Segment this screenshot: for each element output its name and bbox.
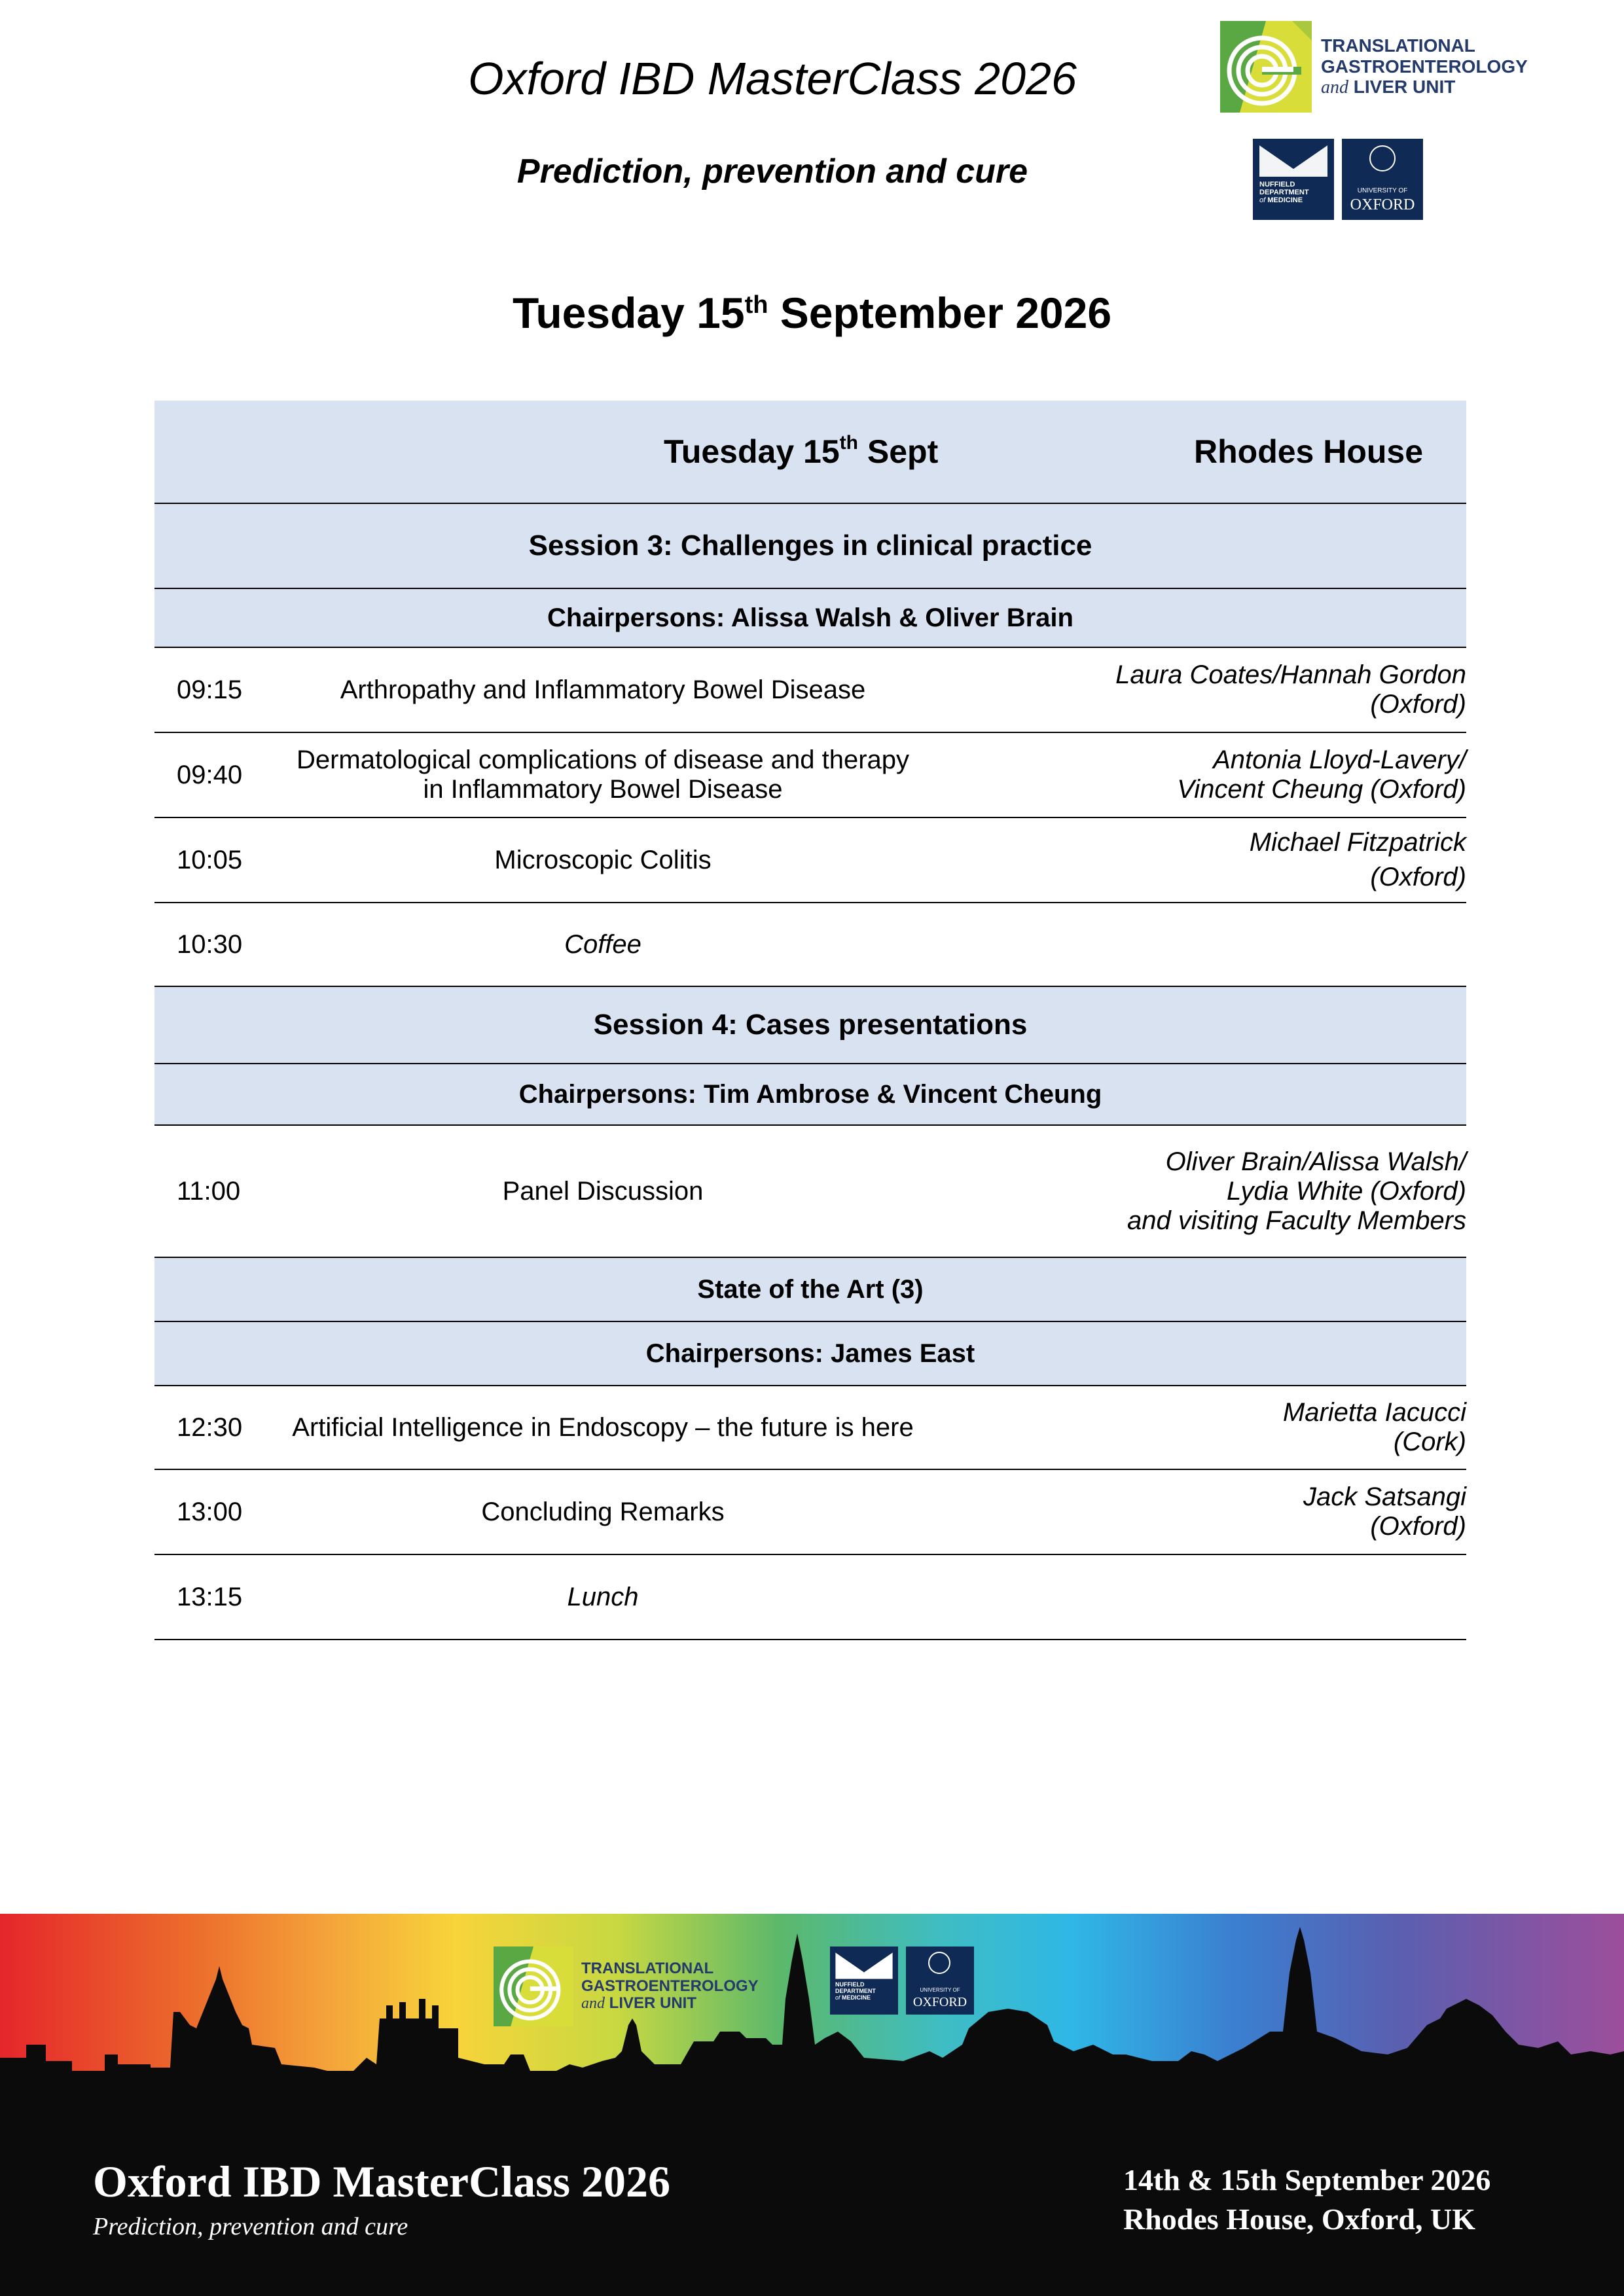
- sota-title: State of the Art (3): [697, 1274, 924, 1304]
- row-title-line1: Concluding Remarks: [481, 1497, 725, 1526]
- ndm-of: of: [1259, 196, 1266, 205]
- row-time: 10:30: [177, 929, 243, 959]
- row-speaker-line1: Michael Fitzpatrick: [1249, 828, 1466, 857]
- ndm-line3-text: MEDICINE: [1267, 196, 1303, 205]
- row-time: 13:15: [177, 1582, 243, 1611]
- session-4-chairs: Chairpersons: Tim Ambrose & Vincent Cheung: [518, 1079, 1102, 1109]
- row-title-line1: Artificial Intelligence in Endoscopy – the future is here: [292, 1412, 914, 1442]
- row-speaker-line2: (Oxford): [1370, 863, 1466, 891]
- row-speaker-line2: Lydia White (Oxford): [1226, 1176, 1466, 1206]
- ndm-logo: [1253, 139, 1334, 220]
- row-time: 10:05: [177, 845, 243, 874]
- table-row: [154, 648, 1466, 733]
- event-title: Oxford IBD MasterClass 2026: [468, 53, 1077, 104]
- row-time: 13:00: [177, 1497, 243, 1526]
- row-speaker: [995, 1386, 1466, 1469]
- tgu-line3: [1321, 77, 1528, 98]
- row-speaker-line1: Antonia Lloyd-Lavery/: [1213, 745, 1466, 774]
- footer-tgu-logo-graphic: [494, 1946, 573, 2026]
- ndm-text: [1259, 181, 1309, 204]
- row-time: 09:15: [177, 675, 243, 704]
- ndm-line2: DEPARTMENT: [1259, 188, 1309, 197]
- footer-oxford-logo: [906, 1946, 974, 2015]
- table-row: [154, 1126, 1466, 1258]
- table-row: [154, 733, 1466, 818]
- footer-tgu-line3: [581, 1995, 759, 2013]
- session-3-chairs: Chairpersons: Alissa Walsh & Oliver Brain: [547, 603, 1074, 632]
- row-speaker-line1: Laura Coates/Hannah Gordon: [1115, 660, 1466, 689]
- table-header-day-main: Tuesday 15: [664, 433, 840, 470]
- row-speaker-line2: (Oxford): [1370, 1512, 1466, 1541]
- footer-ndm-line2: DEPARTMENT: [835, 1987, 876, 1994]
- session-4-heading-row: [154, 987, 1466, 1064]
- tgu-line2: GASTROENTEROLOGY: [1321, 56, 1528, 77]
- footer-subtitle: Prediction, prevention and cure: [93, 2213, 408, 2240]
- session-3-chairs-row: [154, 589, 1466, 648]
- sota-chairs: Chairpersons: James East: [645, 1338, 975, 1368]
- programme-table: [154, 401, 1466, 1640]
- table-row: [154, 1555, 1466, 1640]
- day-heading-sup: th: [744, 291, 768, 319]
- table-header-venue: Rhodes House: [1194, 433, 1424, 470]
- row-speaker: [995, 733, 1466, 817]
- footer-ndm-line1: NUFFIELD: [835, 1981, 865, 1988]
- footer-tgu-line1: TRANSLATIONAL: [581, 1959, 714, 1977]
- footer-ndm-logo: [830, 1946, 898, 2015]
- footer-tgu-line2: GASTROENTEROLOGY: [581, 1977, 759, 1995]
- row-title-line1: Coffee: [564, 929, 641, 959]
- footer-tgu-and: and: [581, 1995, 605, 2013]
- tgu-logo: [1220, 21, 1528, 113]
- day-heading: [0, 288, 1624, 338]
- tgu-line1: TRANSLATIONAL: [1321, 35, 1475, 56]
- footer-ndm-line3: [835, 1995, 876, 2001]
- tgu-logo-mark: [1220, 21, 1312, 113]
- event-subtitle: Prediction, prevention and cure: [516, 152, 1028, 190]
- sota-chairs-row: [154, 1322, 1466, 1386]
- tgu-logo-text: [1321, 35, 1528, 98]
- row-title: [272, 903, 1326, 986]
- footer-tgu-line3-text: LIVER UNIT: [609, 1994, 697, 2013]
- row-speaker: [995, 1470, 1466, 1554]
- session-3-title: Session 3: Challenges in clinical practice: [528, 529, 1092, 562]
- footer-banner: [0, 1914, 1624, 2296]
- oxford-small-text: UNIVERSITY OF: [1357, 187, 1408, 194]
- footer-ndm-of: of: [835, 1994, 840, 2001]
- row-speaker-line2: (Oxford): [1370, 690, 1466, 719]
- row-speaker-line1: Marietta Iacucci: [1282, 1398, 1466, 1427]
- row-time: 12:30: [177, 1412, 243, 1442]
- footer-ndm-m-icon: [830, 1946, 898, 1981]
- tgu-line3-text: LIVER UNIT: [1353, 77, 1456, 98]
- ndm-m-icon: [1253, 139, 1334, 178]
- footer-ndm-text: [835, 1982, 876, 2001]
- sota-heading-row: [154, 1258, 1466, 1322]
- session-3-heading-row: [154, 504, 1466, 589]
- oxford-logo: [1342, 139, 1423, 220]
- row-speaker: [995, 818, 1466, 902]
- table-row: [154, 903, 1466, 987]
- row-speaker-line2: (Cork): [1393, 1427, 1466, 1456]
- row-time: 09:40: [177, 760, 243, 789]
- table-header-row: [154, 401, 1466, 504]
- row-title-line1: Panel Discussion: [502, 1176, 704, 1206]
- row-speaker: [995, 648, 1466, 732]
- oxford-big-text: OXFORD: [1350, 196, 1415, 213]
- session-4-title: Session 4: Cases presentations: [593, 1009, 1028, 1041]
- table-row: [154, 1386, 1466, 1470]
- footer-title: Oxford IBD MasterClass 2026: [93, 2157, 671, 2206]
- row-title-line1: Dermatological complications of disease and therapy: [296, 745, 910, 774]
- table-header-day-rest: Sept: [857, 433, 939, 470]
- footer-ndm-line3-text: MEDICINE: [842, 1994, 871, 2001]
- row-speaker-line1: Oliver Brain/Alissa Walsh/: [1165, 1147, 1466, 1176]
- footer-dates: 14th & 15th September 2026: [1123, 2163, 1491, 2197]
- row-title: [272, 1555, 1326, 1639]
- tgu-and: and: [1321, 77, 1348, 98]
- row-speaker-line1: Jack Satsangi: [1303, 1482, 1466, 1511]
- oxford-crest-icon: [1369, 145, 1396, 171]
- tgu-logo-graphic: [1220, 21, 1312, 113]
- row-speaker: [995, 1126, 1466, 1257]
- table-row: [154, 818, 1466, 903]
- footer-tgu-logo-mark: [494, 1946, 573, 2026]
- footer-oxford-big-text: OXFORD: [912, 1995, 967, 2009]
- row-title-line1: Lunch: [567, 1582, 639, 1611]
- footer-tgu-logo-text: [581, 1960, 759, 2013]
- table-header-day: Tuesday 15 th Sept: [664, 432, 939, 470]
- row-time: 11:00: [177, 1176, 241, 1206]
- footer-tgu-logo: [494, 1946, 759, 2026]
- footer-venue: Rhodes House, Oxford, UK: [1123, 2202, 1475, 2236]
- row-title-line1: Arthropathy and Inflammatory Bowel Disease: [340, 675, 866, 704]
- day-heading-rest: September 2026: [768, 289, 1112, 337]
- row-speaker-line2: Vincent Cheung (Oxford): [1177, 775, 1466, 804]
- ndm-line1: NUFFIELD: [1259, 181, 1295, 188]
- row-speaker-line3: and visiting Faculty Members: [1127, 1206, 1466, 1235]
- footer-oxford-small-text: UNIVERSITY OF: [920, 1987, 960, 1993]
- row-title-line2: in Inflammatory Bowel Disease: [423, 775, 783, 804]
- session-4-chairs-row: [154, 1064, 1466, 1126]
- footer-oxford-crest-icon: [928, 1952, 950, 1974]
- ndm-line3: [1259, 196, 1309, 204]
- table-row: [154, 1470, 1466, 1555]
- day-heading-main: Tuesday 15: [512, 289, 745, 337]
- row-title-line1: Microscopic Colitis: [494, 845, 712, 874]
